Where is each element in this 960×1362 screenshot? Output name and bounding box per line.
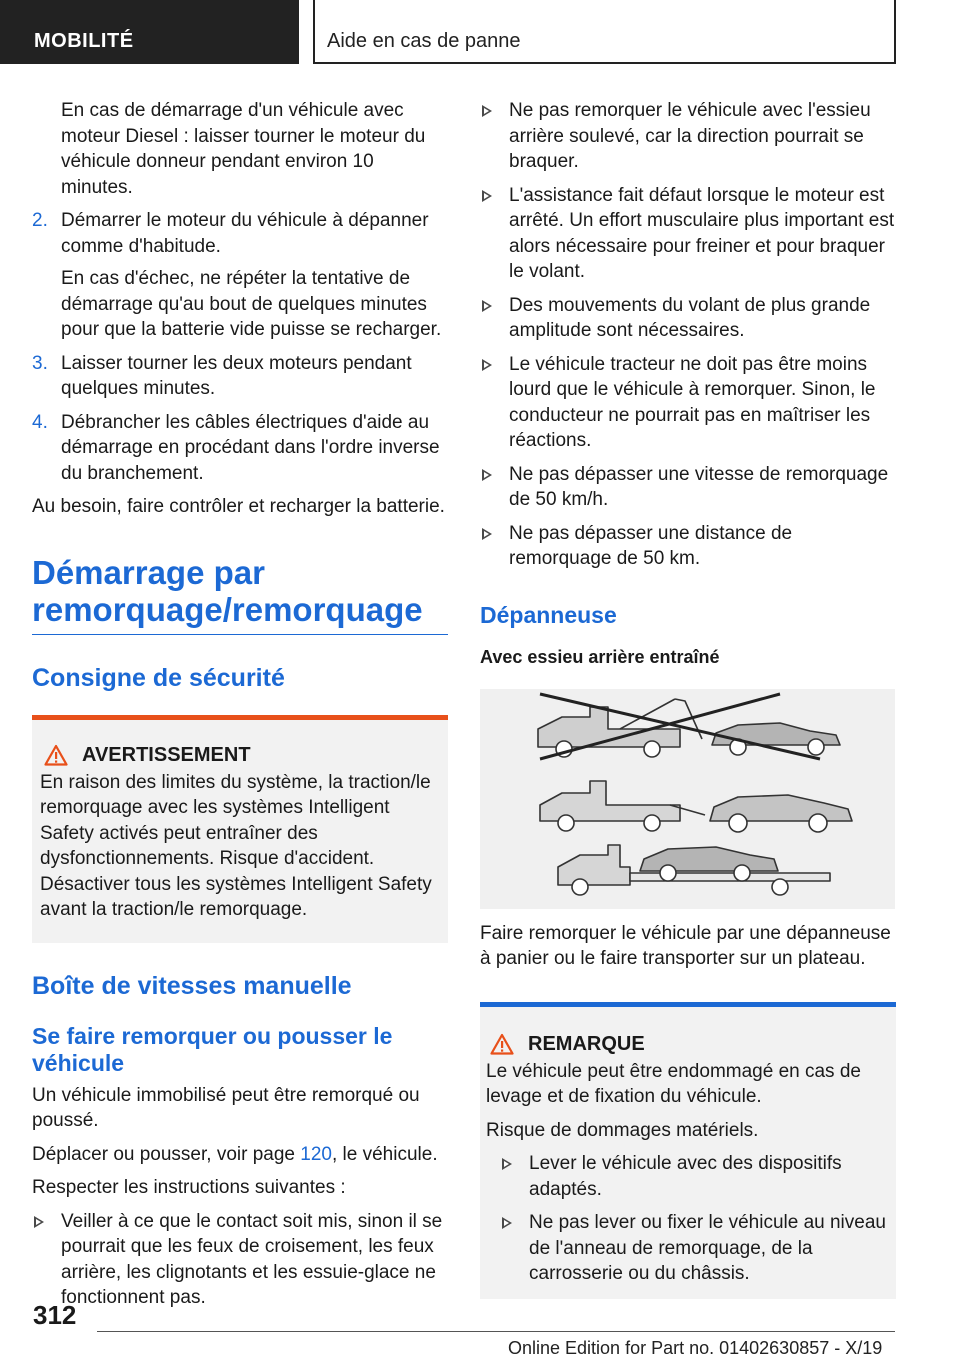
list-item <box>32 1209 448 1311</box>
safety-heading: Consigne de sécurité <box>32 663 285 692</box>
note-text: Le véhicule peut être endommagé en cas de levage et de fixation du véhicule. <box>486 1060 861 1107</box>
step-number: 3. <box>32 352 48 374</box>
move-text: Déplacer ou pousser, voir page <box>32 1143 301 1165</box>
note-title-text: REMARQUE <box>528 1032 645 1055</box>
axle-heading: Avec essieu arrière entraîné <box>480 646 720 667</box>
list-item-text: Lever le véhicule avec des dispositifs adaptés. <box>529 1153 842 1200</box>
step-subtext: En cas d'échec, ne répéter la tentative de démarrage qu'au bout de quelques minutes pour que la batterie vide puisse se recharger. <box>61 268 442 340</box>
triangle-bullet-icon <box>34 1216 44 1228</box>
triangle-bullet-icon <box>502 1158 512 1170</box>
triangle-bullet-icon <box>482 528 492 540</box>
list-item <box>480 462 896 513</box>
note-risk: Risque de dommages matériels. <box>486 1119 759 1141</box>
move-paragraph <box>32 1142 448 1168</box>
left-column <box>32 98 448 1311</box>
step-4 <box>32 410 448 487</box>
right-column <box>480 98 896 1299</box>
step-2 <box>32 208 448 343</box>
footer-edition: Online Edition for Part no. 01402630857 - X/19 <box>508 1338 883 1358</box>
list-item <box>480 352 896 454</box>
list-item-text: Ne pas dépasser une distance de remorquage de 50 km. <box>509 522 793 569</box>
triangle-bullet-icon <box>482 105 492 117</box>
list-item-text: Le véhicule tracteur ne doit pas être moins lourd que le véhicule à remorquer. Sinon, le conducteur ne pourrait pas en maîtriser les réactions. <box>509 353 876 451</box>
step-number: 4. <box>32 411 48 433</box>
triangle-bullet-icon <box>482 190 492 202</box>
chapter-tab[interactable] <box>313 0 896 64</box>
triangle-bullet-icon <box>482 300 492 312</box>
warning-box <box>32 715 448 943</box>
immobile-paragraph: Un véhicule immobilisé peut être remorqué ou poussé. <box>32 1084 420 1131</box>
step-text: Laisser tourner les deux moteurs pendant quelques minutes. <box>61 352 412 399</box>
tow-truck-heading: Dépanneuse <box>480 601 617 628</box>
battery-paragraph: Au besoin, faire contrôler et recharger la batterie. <box>32 496 445 517</box>
triangle-bullet-icon <box>482 469 492 481</box>
list-item-text: Des mouvements du volant de plus grande amplitude sont nécessaires. <box>509 294 871 341</box>
list-item <box>480 98 896 175</box>
step-text: Débrancher les câbles électriques d'aide au démarrage en procédant dans l'ordre inverse du branchement. <box>61 411 440 484</box>
list-item-text: Ne pas remorquer le véhicule avec l'essieu arrière soulevé, car la direction pourrait se braquer. <box>509 100 871 172</box>
page-link[interactable]: 120 <box>300 1143 332 1165</box>
step-3 <box>32 351 448 402</box>
warning-text: En raison des limites du système, la traction/le remorquage avec les systèmes Intelligent Safety activés peut entraîner des dysfonctionnements. Risque d'accident. Désactiver tous les systèmes Intelligent Safety avant la traction/le remorquage. <box>40 771 432 920</box>
warning-icon <box>490 1033 514 1055</box>
list-item-text: Ne pas dépasser une vitesse de remorquage de 50 km/h. <box>509 463 889 510</box>
section-tab[interactable] <box>0 0 299 64</box>
list-item <box>500 1210 888 1287</box>
list-item <box>480 183 896 285</box>
push-heading: Se faire remorquer ou pousser le véhicule <box>32 1022 393 1076</box>
step-number: 2. <box>32 210 48 231</box>
list-item <box>480 521 896 572</box>
triangle-bullet-icon <box>502 1217 512 1229</box>
step-text: Démarrer le moteur du véhicule à dépanner comme d'habitude. <box>61 210 429 257</box>
note-box <box>480 1002 896 1299</box>
list-item-text: Ne pas lever ou fixer le véhicule au niveau de l'anneau de remorquage, de la carrosserie ou du châssis. <box>529 1212 886 1284</box>
warning-title-text: AVERTISSEMENT <box>82 743 251 766</box>
list-item-text: L'assistance fait défaut lorsque le moteur est arrêté. Un effort musculaire plus important est alors nécessaire pour freiner et pour braquer le volant. <box>509 184 895 282</box>
note-title <box>486 1031 888 1057</box>
footer-divider <box>97 1331 895 1332</box>
list-item-text: Veiller à ce que le contact soit mis, sinon il se pourrait que les feux de croisement, les feux arrière, les clignotants et les essuie-glace ne fonctionnent pas. <box>61 1210 443 1308</box>
chapter-label: Aide en cas de panne <box>327 30 521 52</box>
move-text-end: , le véhicule. <box>331 1143 438 1165</box>
figure-caption: Faire remorquer le véhicule par une dépanneuse à panier ou le faire transporter sur un plateau. <box>480 922 891 969</box>
triangle-bullet-icon <box>482 359 492 371</box>
page-number: 312 <box>33 1300 77 1330</box>
warning-icon <box>44 744 68 766</box>
list-item <box>480 293 896 344</box>
instructions-paragraph: Respecter les instructions suivantes : <box>32 1177 346 1198</box>
section-label: MOBILITÉ <box>34 30 134 52</box>
gearbox-heading: Boîte de vitesses manuelle <box>32 971 352 1000</box>
tow-trucks-image <box>480 689 895 909</box>
list-item <box>500 1151 888 1202</box>
diesel-paragraph: En cas de démarrage d'un véhicule avec moteur Diesel : laisser tourner le moteur du véhicule donneur pendant environ 10 minutes. <box>61 100 426 198</box>
section-heading: Démarrage par remorquage/remorquage <box>32 554 448 635</box>
warning-title <box>40 742 440 768</box>
towing-illustration <box>480 689 895 909</box>
